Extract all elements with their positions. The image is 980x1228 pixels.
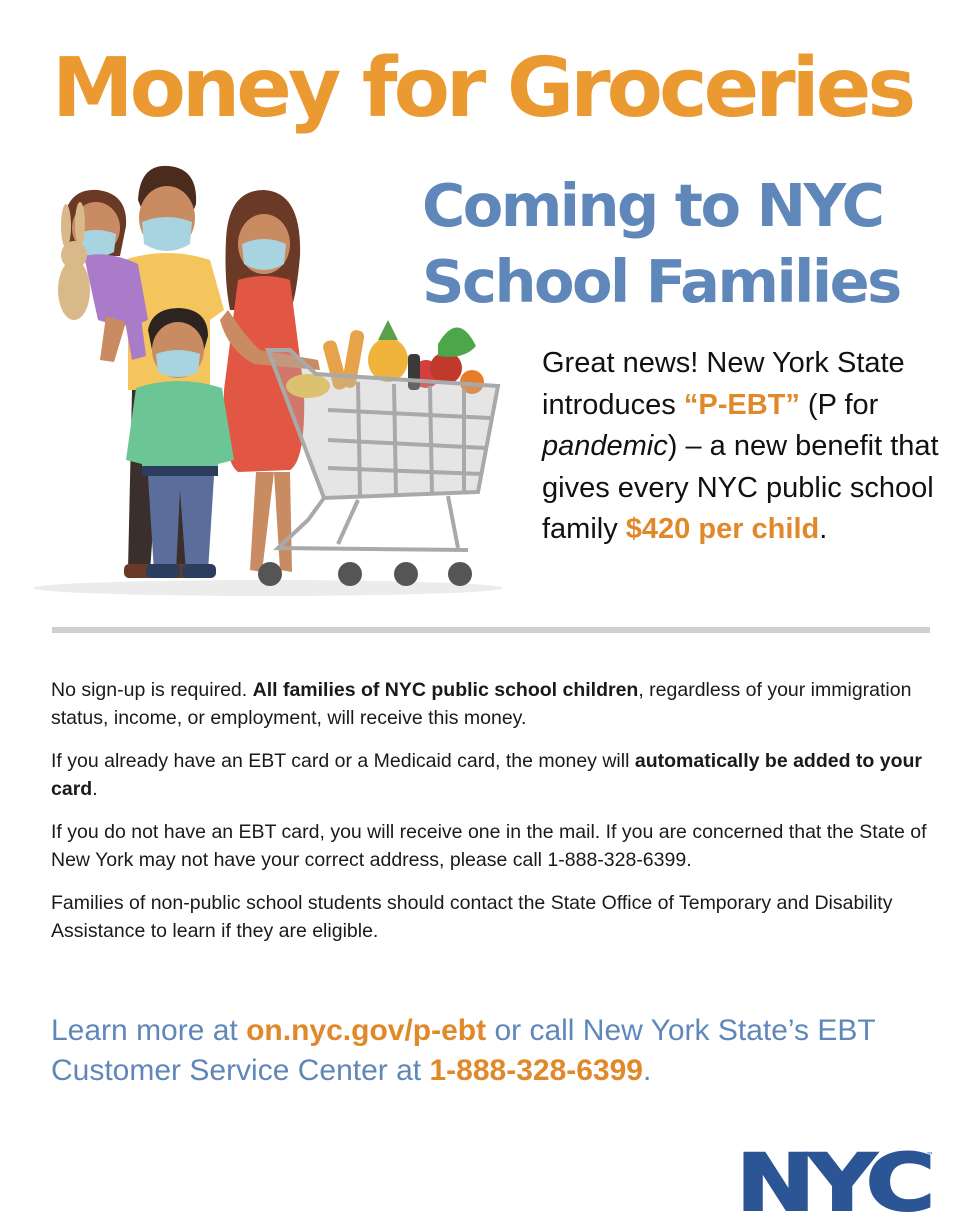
girl-figure [58,190,148,362]
trademark-mark: ™ [926,1151,934,1160]
nyc-logo [736,1146,936,1216]
p1-text-c: , regardless of your immigration status, income, or employment, will receive this money. [51,679,912,729]
headline: Money for Groceries [52,41,913,136]
benefit-amount: $420 per child [625,513,820,545]
subheadline-line2: School Families [422,247,900,316]
section-divider [52,627,930,633]
intro-paragraph [542,343,962,551]
p-ebt-highlight: “P-EBT” [683,388,800,421]
no-card-paragraph: If you do not have an EBT card, you will receive one in the mail. If you are concerned that the State of New York may not have your correct address, please call 1-888-328-6399. [51,821,927,871]
p2-text-a: If you already have an EBT card or a Medicaid card, the money will [51,750,635,772]
p1-text-a: No sign-up is required. [51,679,253,701]
family-grocery-cart-illustration [28,160,508,600]
learn-text-c: . [643,1054,652,1087]
intro-text-3: ) – a new benefit that gives every NYC public school family [542,430,939,545]
p2-text-c: . [92,778,98,800]
p1-bold: All families of NYC public school children [252,679,639,701]
learn-text-b: or call New York State’s EBT Customer Service Center at [51,1014,876,1087]
existing-card-paragraph [51,747,931,803]
intro-text-4: . [819,513,828,545]
eligibility-paragraph [51,676,931,732]
non-public-paragraph: Families of non-public school students should contact the State Office of Temporary and Disability Assistance to learn if they are eligible. [51,892,893,942]
phone-number[interactable]: 1-888-328-6399 [429,1054,643,1087]
intro-text-2: (P for [799,388,879,421]
nyc-logo-text: NYC [736,1146,931,1216]
p2-bold: automatically be added to your card [51,750,922,800]
learn-more-text [51,1011,951,1091]
subheadline-line1: Coming to NYC [422,171,883,240]
intro-text-1: Great news! New York State introduces [542,347,905,421]
learn-text-a: Learn more at [51,1014,247,1047]
website-link[interactable]: on.nyc.gov/p-ebt [246,1014,487,1047]
pandemic-word: pandemic [542,430,668,462]
details-section [51,676,931,960]
